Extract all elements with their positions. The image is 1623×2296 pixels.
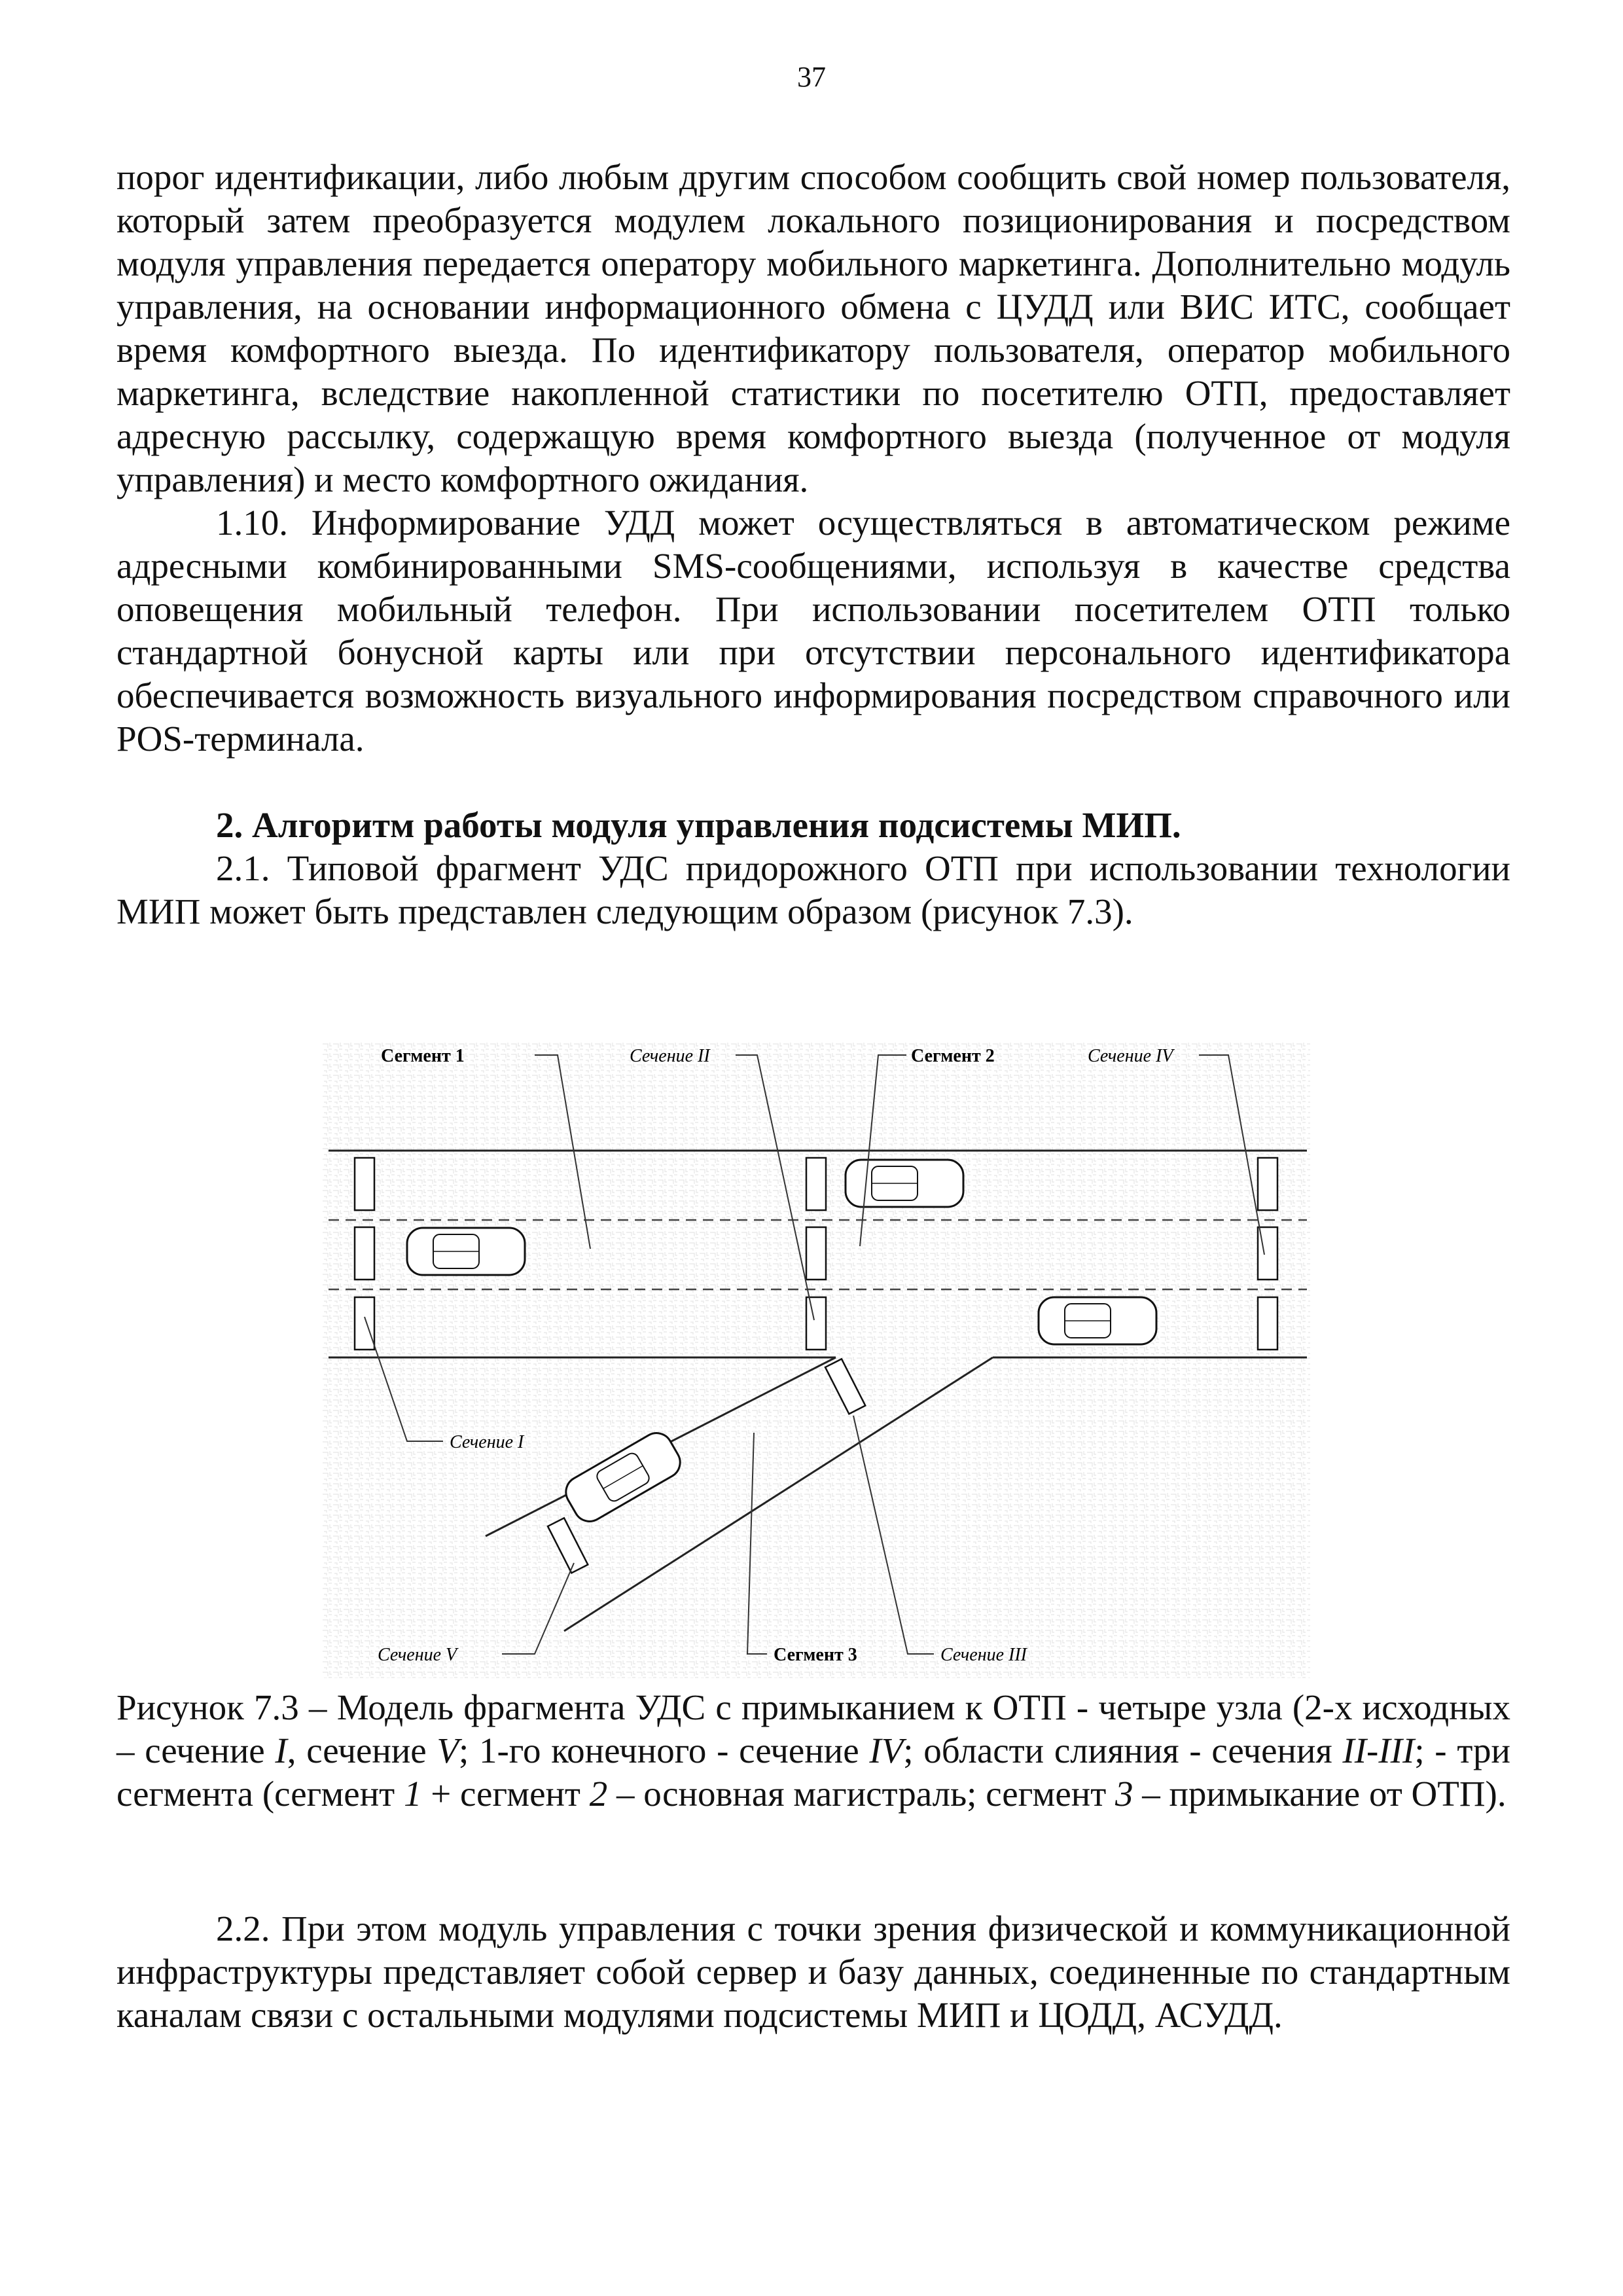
car-icon [1039, 1297, 1156, 1344]
paragraph-1-10: 1.10. Информирование УДД может осуществляться в автоматическом режиме адресными комбинированными SMS-сообщениями, используя в качестве средства оповещения мобильный телефон. При использовании посетителем ОТП только стандартной бонусной карты или при отсутствии персонального идентификатора обеспечивается возможность визуального информирования посредством справочного или POS-терминала. [116, 503, 1510, 759]
textured-background [322, 1042, 1310, 1678]
paragraph-2-2: 2.2. При этом модуль управления с точки зрения физической и коммуникационной инфраструктуры представляет собой сервер и базу данных, соединенные по стандартным каналам связи с остальными модулями подсистемы МИП и ЦОДД, АСУДД. [116, 1909, 1510, 2035]
caption-italic: IV [869, 1731, 904, 1770]
caption-text: ; - три сегмента (сегмент [116, 1731, 1510, 1814]
section-iv-sensors [1258, 1158, 1277, 1350]
label-segment-1: Сегмент 1 [381, 1046, 465, 1066]
caption-italic: 2 [589, 1774, 608, 1814]
label-section-iv: Сечение IV [1088, 1046, 1173, 1066]
label-segment-2: Сегмент 2 [911, 1046, 995, 1066]
caption-italic: I [275, 1731, 287, 1770]
caption-text: ; 1-го конечного - сечение [459, 1731, 870, 1770]
caption-italic: II-III [1342, 1731, 1415, 1770]
car-icon [846, 1160, 963, 1207]
section-ii-sensors [806, 1158, 826, 1350]
paragraph-continuation: порог идентификации, либо любым другим способом сообщить свой номер пользователя, который затем преобразуется модулем локального позиционирования и посредством модуля управления передается оператору мобильного маркетинга. Дополнительно модуль управления, на основании информационного обмена с ЦУДД или ВИС ИТС, сообщает время комфортного выезда. По идентификатору пользователя, оператор мобильного маркетинга, вследствие накопленной статистики по посетителю ОТП, предоставляет адресную рассылку, содержащую время комфортного выезда (полученное от модуля управления) и место комфортного ожидания. [116, 157, 1510, 499]
text-block-bottom [116, 1907, 1510, 2037]
caption-text: + сегмент [421, 1774, 590, 1814]
text-block-top [116, 156, 1510, 933]
caption-text: , сечение [287, 1731, 437, 1770]
section-i-sensors [355, 1158, 374, 1350]
car-icon [407, 1228, 525, 1275]
section-heading: 2. Алгоритм работы модуля управления подсистемы МИП. [216, 805, 1181, 845]
caption-text: – основная магистраль; сегмент [607, 1774, 1115, 1814]
caption-text: Рисунок 7.3 – Модель фрагмента УДС с примыканием к ОТП - четыре узла (2-х исходных – сечение [116, 1687, 1510, 1770]
label-section-v: Сечение V [378, 1645, 457, 1665]
caption-text: – примыкание от ОТП). [1133, 1774, 1507, 1814]
label-section-iii: Сечение III [940, 1645, 1027, 1665]
page-number: 37 [797, 61, 826, 93]
caption-italic: 1 [403, 1774, 422, 1814]
label-segment-3: Сегмент 3 [774, 1645, 857, 1665]
paragraph-2-1: 2.1. Типовой фрагмент УДС придорожного ОТП при использовании технологии МИП может быть представлен следующим образом (рисунок 7.3). [116, 848, 1510, 931]
figure-caption [116, 1686, 1510, 1816]
label-section-ii: Сечение II [630, 1046, 710, 1066]
caption-italic: V [437, 1731, 459, 1770]
road-network-diagram [322, 1042, 1310, 1678]
caption-italic: 3 [1115, 1774, 1133, 1814]
figure-7-3 [322, 1042, 1310, 1678]
label-section-i: Сечение I [450, 1432, 524, 1452]
caption-text: ; области слияния - сечения [903, 1731, 1343, 1770]
